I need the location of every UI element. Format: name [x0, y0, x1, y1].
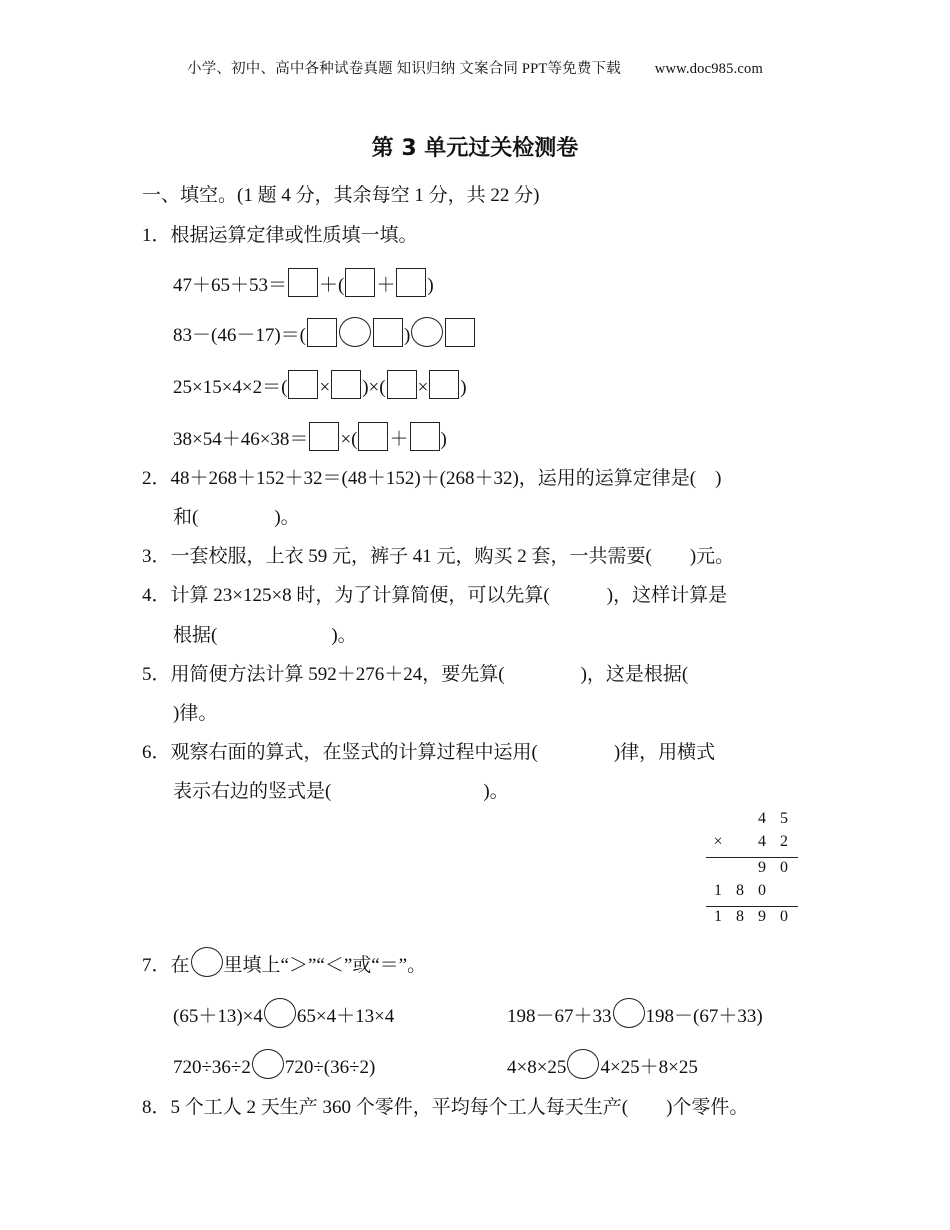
answer-box[interactable]	[387, 370, 417, 399]
answer-box[interactable]	[373, 318, 403, 347]
digit: ×	[713, 833, 723, 850]
compare-circle[interactable]	[613, 998, 645, 1028]
answer-circle	[191, 947, 223, 977]
vertical-row	[706, 859, 798, 882]
answer-box[interactable]	[345, 268, 375, 297]
question-3: 3．一套校服，上衣 59 元，裤子 41 元，购买 2 套，一共需要( )元。	[142, 546, 735, 567]
answer-box[interactable]	[410, 422, 440, 451]
vertical-row	[706, 908, 798, 931]
compare-right: 65×4＋13×4	[296, 1006, 395, 1027]
expr-text: 83－(46－17)＝(	[173, 325, 306, 346]
vertical-multiplication	[706, 810, 798, 931]
digit: 4	[758, 833, 766, 850]
question-2-line-1: 2．48＋268＋152＋32＝(48＋152)＋(268＋32)，运用的运算定律是( )	[142, 468, 722, 489]
expr-text: )×(	[362, 377, 386, 398]
compare-right: 198－(67＋33)	[645, 1006, 763, 1027]
expr-text: 25×15×4×2＝(	[173, 377, 288, 398]
question-1-expr-1	[173, 268, 434, 297]
expr-text: 38×54＋46×38＝	[173, 429, 309, 450]
compare-left: (65＋13)×4	[173, 1006, 263, 1027]
compare-right: 720÷(36÷2)	[284, 1057, 376, 1078]
expr-text: )	[403, 325, 411, 346]
stem-text: 里填上“＞”“＜”或“＝”。	[223, 955, 427, 976]
answer-box[interactable]	[445, 318, 475, 347]
header-url[interactable]: www.doc985.com	[654, 61, 763, 77]
compare-left: 720÷36÷2	[173, 1057, 251, 1078]
compare-2	[507, 998, 763, 1028]
question-4-line-2: 根据( )。	[173, 625, 357, 646]
question-1-expr-4	[173, 422, 447, 451]
digit: 0	[780, 859, 788, 876]
answer-box[interactable]	[288, 268, 318, 297]
question-7-stem	[142, 947, 426, 977]
answer-box[interactable]	[309, 422, 339, 451]
compare-left: 4×8×25	[507, 1057, 567, 1078]
digit: 0	[780, 908, 788, 925]
digit: 1	[714, 908, 722, 925]
compare-circle[interactable]	[252, 1049, 284, 1079]
question-5-line-1: 5．用简便方法计算 592＋276＋24，要先算( )，这是根据(	[142, 664, 689, 685]
answer-box[interactable]	[331, 370, 361, 399]
stem-text: 7．在	[142, 955, 190, 976]
compare-3	[173, 1049, 375, 1079]
question-2-line-2: 和( )。	[173, 507, 300, 528]
vertical-row	[706, 810, 798, 833]
compare-circle[interactable]	[567, 1049, 599, 1079]
question-4-line-1: 4．计算 23×125×8 时，为了计算简便，可以先算( )，这样计算是	[142, 585, 728, 606]
question-5-line-2: )律。	[173, 703, 218, 724]
answer-box[interactable]	[358, 422, 388, 451]
answer-box[interactable]	[396, 268, 426, 297]
compare-left: 198－67＋33	[507, 1006, 612, 1027]
expr-text: )	[440, 429, 447, 450]
answer-box[interactable]	[429, 370, 459, 399]
digit: 4	[758, 810, 766, 827]
answer-circle[interactable]	[411, 317, 443, 347]
answer-box[interactable]	[288, 370, 318, 399]
digit: 9	[758, 908, 766, 925]
expr-text: ＋	[389, 429, 409, 450]
question-1-expr-3	[173, 370, 467, 399]
expr-text: ＋	[376, 275, 396, 296]
digit: 5	[780, 810, 788, 827]
digit: 0	[758, 882, 766, 899]
digit: 2	[780, 833, 788, 850]
question-6-line-1: 6．观察右面的算式，在竖式的计算过程中运用( )律，用横式	[142, 742, 716, 763]
digit: 8	[736, 908, 744, 925]
compare-4	[507, 1049, 698, 1079]
expr-text: ×(	[340, 429, 358, 450]
section-heading: 一、填空。(1 题 4 分，其余每空 1 分，共 22 分)	[142, 185, 540, 206]
vertical-rule	[706, 906, 798, 907]
compare-right: 4×25＋8×25	[600, 1057, 698, 1078]
digit: 9	[758, 859, 766, 876]
compare-circle[interactable]	[264, 998, 296, 1028]
answer-box[interactable]	[307, 318, 337, 347]
compare-1	[173, 998, 394, 1028]
vertical-row	[706, 833, 798, 856]
vertical-rule	[706, 857, 798, 858]
question-6-line-2: 表示右边的竖式是( )。	[173, 781, 509, 802]
header-text: 小学、初中、高中各种试卷真题 知识归纳 文案合同 PPT等免费下载	[187, 61, 621, 77]
expr-text: )	[460, 377, 467, 398]
question-1-stem: 1．根据运算定律或性质填一填。	[142, 225, 418, 246]
expr-text: ×	[319, 377, 331, 398]
site-header	[0, 57, 950, 78]
vertical-row	[706, 882, 798, 905]
expr-text: ×	[417, 377, 429, 398]
question-1-expr-2	[173, 317, 476, 347]
page-title: 第 3 单元过关检测卷	[371, 136, 579, 161]
expr-text: 47＋65＋53＝	[173, 275, 288, 296]
expr-text: )	[427, 275, 434, 296]
digit: 1	[714, 882, 722, 899]
answer-circle[interactable]	[339, 317, 371, 347]
digit: 8	[736, 882, 744, 899]
question-8: 8．5 个工人 2 天生产 360 个零件，平均每个工人每天生产( )个零件。	[142, 1097, 749, 1118]
expr-text: ＋(	[319, 275, 345, 296]
